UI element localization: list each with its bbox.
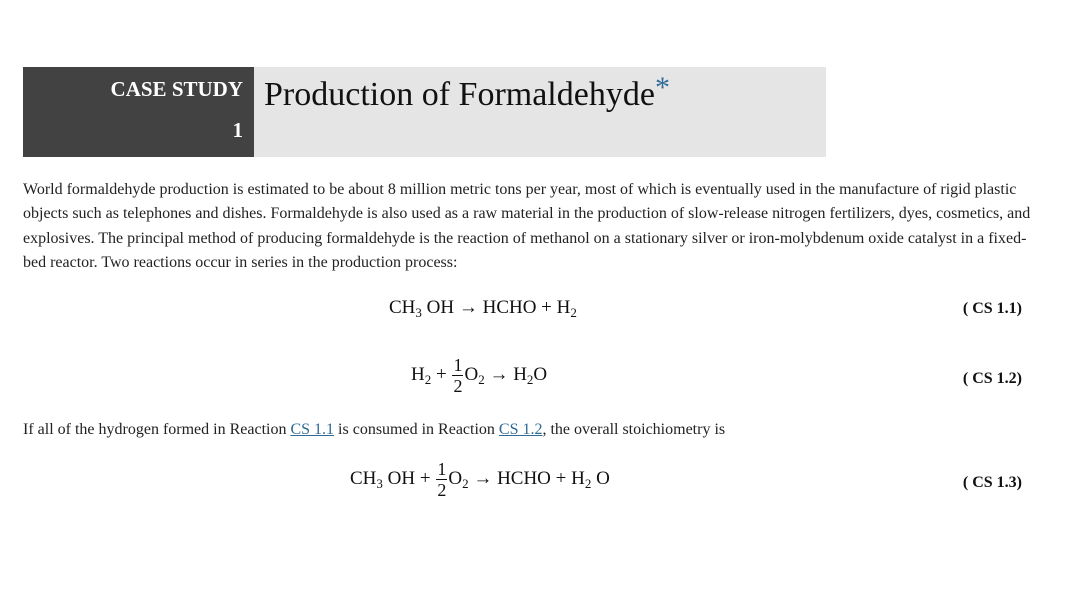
footnote-marker-link[interactable]: *	[654, 71, 670, 104]
paragraph-text: If all of the hydrogen formed in Reaction	[23, 421, 291, 438]
case-study-badge	[23, 67, 254, 157]
equation-number-cs-1-1: ( CS 1.1)	[962, 300, 1022, 317]
case-study-header	[23, 67, 826, 157]
equation-cs-1-1: $CH_3$ OH → HCHO + $H_2$	[389, 297, 577, 320]
stoichiometry-paragraph	[23, 418, 1048, 442]
case-study-number: 1	[232, 118, 243, 142]
fraction-one-half: $\frac{1}{2}$	[453, 355, 463, 396]
paragraph-text: , the overall stoichiometry is	[542, 421, 726, 438]
equation-number-cs-1-2: ( CS 1.2)	[962, 370, 1022, 387]
fraction-one-half: $\frac{1}{2}$	[437, 459, 447, 500]
intro-paragraph: World formaldehyde production is estimated to be about 8 million metric tons per year, most of which is eventually used in the manufacture of rigid plastic objects such as telephones and dishes. Formaldehyde is also used as a raw material in the production of slow-release nitrogen fertilizers, dyes, cosmetics, and explosives. The principal method of producing formaldehyde is the reaction of methanol on a stationary silver or iron-molybdenum oxide catalyst in a fixed-bed reactor. Two reactions occur in series in the production process:	[23, 181, 1031, 271]
reaction-cs-1-1-link[interactable]: CS 1.1	[290, 421, 335, 438]
title-bar	[254, 67, 826, 157]
page-title	[264, 71, 670, 114]
page-title-text: Production of Formaldehyde	[264, 76, 655, 113]
equation-number-cs-1-3: ( CS 1.3)	[962, 474, 1022, 491]
case-study-label: CASE STUDY	[110, 77, 243, 101]
equation-cs-1-2: $H_2$ + $\frac{1}{2}$ $O_2 \to H_2O$	[411, 355, 548, 396]
equation-cs-1-3: $CH_3$ OH + $\frac{1}{2}$ $O_2$ → HCHO + $H_2$ O	[350, 459, 610, 500]
paragraph-text: is consumed in Reaction	[334, 421, 499, 438]
reaction-cs-1-2-link[interactable]: CS 1.2	[498, 421, 543, 438]
